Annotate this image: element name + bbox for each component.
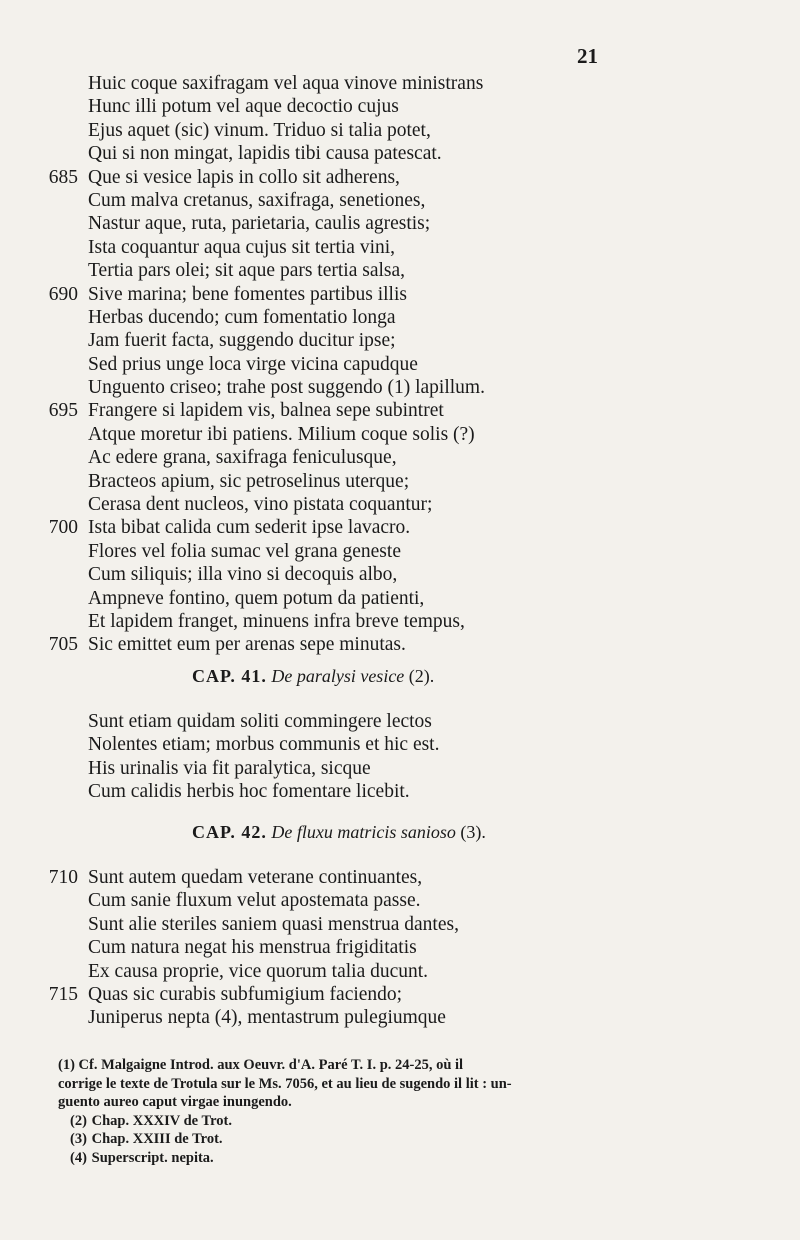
verse-text: Ista bibat calida cum sederit ipse lavacro. bbox=[88, 517, 411, 539]
verse-line bbox=[0, 587, 560, 610]
verse-line bbox=[0, 399, 560, 422]
verse-text: Sed prius unge loca virge vicina capudque bbox=[88, 353, 418, 375]
verse-line bbox=[0, 376, 560, 399]
line-number: 685 bbox=[48, 166, 78, 188]
verse-text: His urinalis via fit paralytica, sicque bbox=[88, 757, 371, 779]
footnote-mark: (2) bbox=[70, 1112, 87, 1129]
chapter-number: CAP. 42. bbox=[192, 822, 267, 842]
footnote-text: Superscript. nepita. bbox=[91, 1149, 214, 1166]
footnote-1-line: corrige le texte de Trotula sur le Ms. 7056, et au lieu de sugendo il lit : un- bbox=[58, 1075, 512, 1092]
line-number: 700 bbox=[48, 517, 78, 539]
verse-line bbox=[0, 540, 560, 563]
verse-text: Jam fuerit facta, suggendo ducitur ipse; bbox=[88, 330, 396, 352]
line-number: 690 bbox=[48, 283, 78, 305]
verse-line bbox=[0, 866, 560, 889]
verse-text: Cum calidis herbis hoc fomentare licebit. bbox=[88, 781, 410, 803]
verse-line bbox=[0, 757, 560, 780]
verse-line bbox=[0, 710, 560, 733]
line-number: 715 bbox=[48, 983, 78, 1005]
line-number: 705 bbox=[48, 634, 78, 656]
verse-text: Nolentes etiam; morbus communis et hic est. bbox=[88, 734, 440, 756]
verse-text: Nastur aque, ruta, parietaria, caulis agrestis; bbox=[88, 213, 431, 235]
verse-line bbox=[0, 563, 560, 586]
chapter-note-ref: (3). bbox=[460, 822, 486, 842]
verse-line bbox=[0, 516, 560, 539]
verse-text: Unguento criseo; trahe post suggendo (1) lapillum. bbox=[88, 377, 485, 399]
verse-line bbox=[0, 470, 560, 493]
verse-text: Tertia pars olei; sit aque pars tertia salsa, bbox=[88, 260, 406, 282]
verse-line bbox=[0, 72, 560, 95]
verse-line bbox=[0, 913, 560, 936]
chapter-note-ref: (2). bbox=[408, 666, 435, 686]
footnote-mark: (4) bbox=[70, 1149, 87, 1166]
verse-text: Cum malva cretanus, saxifraga, senetiones, bbox=[88, 189, 426, 211]
verse-text: Atque moretur ibi patiens. Milium coque solis (?) bbox=[88, 423, 475, 445]
verse-line bbox=[0, 610, 560, 633]
verse-text: Bracteos apium, sic petroselinus uterque; bbox=[88, 470, 410, 492]
verse-block-1 bbox=[0, 72, 560, 657]
footnote-text: Chap. XXIII de Trot. bbox=[91, 1131, 223, 1147]
verse-text: Sunt autem quedam veterane continuantes, bbox=[88, 867, 423, 888]
verse-text: Cerasa dent nucleos, vino pistata coquantur; bbox=[88, 494, 433, 516]
verse-text: Sic emittet eum per arenas sepe minutas. bbox=[88, 634, 406, 656]
footnote-text: Chap. XXXIV de Trot. bbox=[91, 1112, 232, 1129]
verse-line bbox=[0, 259, 560, 282]
verse-text: Ac edere grana, saxifraga feniculusque, bbox=[88, 447, 397, 469]
verse-line bbox=[0, 353, 560, 376]
verse-text: Frangere si lapidem vis, balnea sepe subintret bbox=[88, 400, 444, 422]
verse-line bbox=[0, 983, 560, 1006]
verse-text: Que si vesice lapis in collo sit adherens, bbox=[88, 166, 400, 188]
verse-line bbox=[0, 166, 560, 189]
footnote-1-line: guento aureo caput virgae inungendo. bbox=[58, 1094, 292, 1110]
verse-text: Sunt alie steriles saniem quasi menstrua dantes, bbox=[88, 913, 459, 935]
verse-text: Cum sanie fluxum velut apostemata passe. bbox=[88, 890, 421, 912]
verse-block-2 bbox=[0, 710, 560, 804]
line-number: 710 bbox=[48, 867, 78, 888]
verse-line bbox=[0, 142, 560, 165]
footnotes bbox=[58, 1056, 658, 1167]
verse-line bbox=[0, 960, 560, 983]
verse-line bbox=[0, 633, 560, 656]
verse-text: Cum natura negat his menstrua frigiditatis bbox=[88, 937, 417, 959]
chapter-title: De fluxu matricis sanioso bbox=[271, 822, 456, 842]
verse-line bbox=[0, 446, 560, 469]
chapter-heading-42 bbox=[192, 822, 486, 843]
verse-line bbox=[0, 189, 560, 212]
verse-text: Ejus aquet (sic) vinum. Triduo si talia potet, bbox=[88, 119, 431, 141]
verse-line bbox=[0, 733, 560, 756]
verse-line bbox=[0, 780, 560, 803]
footnote-2 bbox=[70, 1112, 658, 1131]
page-number: 21 bbox=[577, 44, 598, 68]
verse-text: Quas sic curabis subfumigium faciendo; bbox=[88, 983, 403, 1005]
verse-text: Ista coquantur aqua cujus sit tertia vini, bbox=[88, 236, 396, 258]
chapter-number: CAP. 41. bbox=[192, 666, 267, 686]
verse-block-3 bbox=[0, 866, 560, 1030]
verse-line bbox=[0, 329, 560, 352]
verse-line bbox=[0, 119, 560, 142]
verse-line bbox=[0, 1006, 560, 1029]
verse-line bbox=[0, 936, 560, 959]
footnote-4 bbox=[70, 1149, 658, 1168]
footnote-mark: (3) bbox=[70, 1131, 87, 1147]
verse-text: Sive marina; bene fomentes partibus illis bbox=[88, 283, 407, 305]
chapter-heading-41 bbox=[192, 666, 434, 687]
verse-line bbox=[0, 95, 560, 118]
verse-text: Huic coque saxifragam vel aqua vinove ministrans bbox=[88, 73, 484, 94]
verse-text: Qui si non mingat, lapidis tibi causa patescat. bbox=[88, 143, 442, 165]
verse-line bbox=[0, 283, 560, 306]
footnote-1-line: (1) Cf. Malgaigne Introd. aux Oeuvr. d'A. Paré T. I. p. 24-25, où il bbox=[58, 1057, 464, 1073]
verse-line bbox=[0, 306, 560, 329]
verse-text: Ex causa proprie, vice quorum talia ducunt. bbox=[88, 960, 429, 982]
chapter-title: De paralysi vesice bbox=[271, 666, 405, 686]
verse-text: Ampneve fontino, quem potum da patienti, bbox=[88, 587, 425, 609]
verse-text: Flores vel folia sumac vel grana geneste bbox=[88, 540, 401, 562]
footnote-3 bbox=[70, 1130, 658, 1149]
verse-line bbox=[0, 423, 560, 446]
verse-text: Juniperus nepta (4), mentastrum pulegiumque bbox=[88, 1007, 446, 1029]
verse-text: Hunc illi potum vel aque decoctio cujus bbox=[88, 96, 399, 118]
verse-text: Herbas ducendo; cum fomentatio longa bbox=[88, 306, 396, 328]
verse-line bbox=[0, 212, 560, 235]
line-number: 695 bbox=[48, 400, 78, 422]
verse-line bbox=[0, 493, 560, 516]
verse-line bbox=[0, 236, 560, 259]
verse-text: Sunt etiam quidam soliti commingere lectos bbox=[88, 711, 432, 732]
verse-text: Cum siliquis; illa vino si decoquis albo, bbox=[88, 564, 398, 586]
verse-line bbox=[0, 889, 560, 912]
verse-text: Et lapidem franget, minuens infra breve tempus, bbox=[88, 610, 465, 632]
